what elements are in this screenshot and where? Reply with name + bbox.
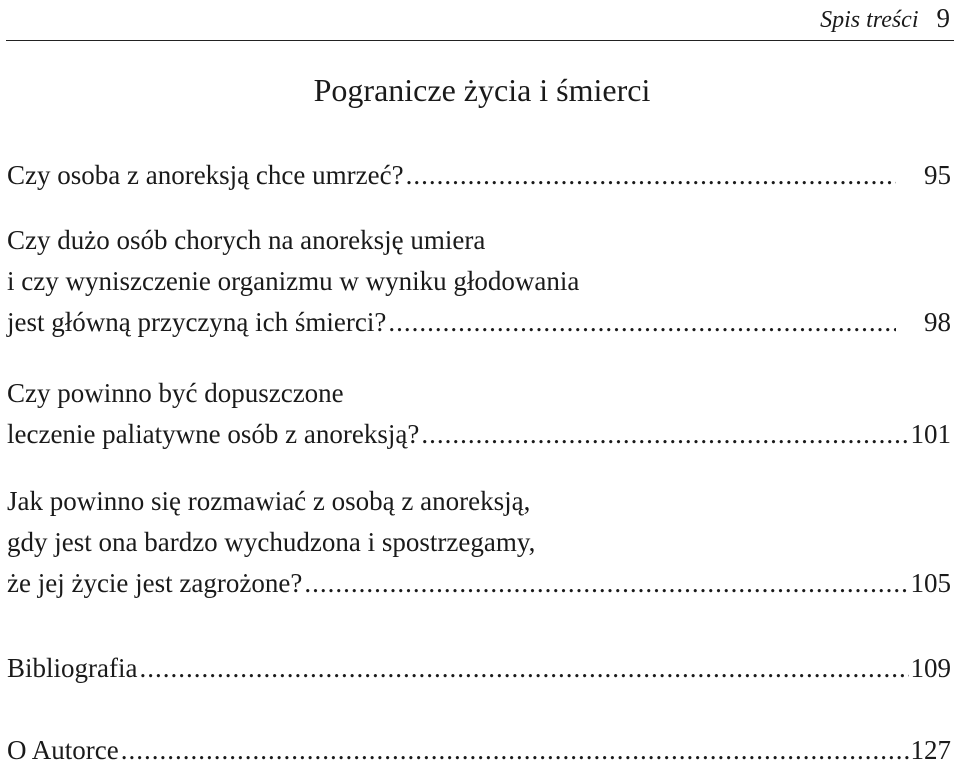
toc-entry-text: jest główną przyczyną ich śmierci? (7, 307, 387, 337)
toc-entry-text: że jej życie jest zagrożone? (7, 568, 303, 598)
dot-leader (406, 155, 896, 196)
toc-entry-last-line (7, 730, 951, 771)
running-title: Spis treści (820, 7, 919, 33)
toc-entry-text: Jak powinno się rozmawiać z osobą z anoreksją, (7, 486, 531, 516)
toc-entry-last-line (7, 155, 951, 196)
running-header (6, 0, 954, 41)
toc-entry-text: i czy wyniszczenie organizmu w wyniku głodowania (7, 266, 580, 296)
toc-entry-text: Bibliografia (7, 653, 138, 683)
toc-page-number: 98 (924, 307, 951, 337)
dot-leader (421, 414, 908, 455)
toc-entry-text: leczenie paliatywne osób z anoreksją? (7, 419, 420, 449)
dot-leader (121, 730, 909, 771)
toc-entry-text: Czy dużo osób chorych na anoreksję umiera (7, 225, 486, 255)
toc-entry-mortality[interactable] (7, 220, 951, 343)
toc-entry-text: O Autorce (7, 735, 119, 765)
toc-page-number: 105 (910, 568, 951, 598)
toc-entry-about-author[interactable] (7, 730, 951, 771)
toc-entry-last-line (7, 563, 951, 604)
toc-entry-text: Czy osoba z anoreksją chce umrzeć? (7, 160, 404, 190)
dot-leader (388, 302, 896, 343)
toc-page-number: 95 (924, 160, 951, 190)
dot-leader (304, 563, 908, 604)
toc-entry-text: gdy jest ona bardzo wychudzona i spostrzegamy, (7, 527, 536, 557)
section-title-text: Pogranicze życia i śmierci (313, 72, 651, 108)
toc-entry-last-line (7, 648, 951, 689)
toc-entry-conversation[interactable] (7, 481, 951, 604)
toc-page-number: 101 (910, 419, 951, 449)
toc-page-number: 109 (910, 653, 951, 683)
toc-page-number: 127 (910, 735, 951, 765)
toc-entry-bibliography[interactable] (7, 648, 951, 689)
header-page-number: 9 (936, 3, 950, 33)
toc-entry-palliative-care[interactable] (7, 373, 951, 455)
toc-entry-last-line (7, 414, 951, 455)
dot-leader (139, 648, 908, 689)
toc-entry-last-line (7, 302, 951, 343)
toc-entry-anorexia-death-wish[interactable] (7, 155, 951, 196)
section-title (0, 70, 960, 110)
toc-entry-text: Czy powinno być dopuszczone (7, 378, 344, 408)
running-header-text (820, 2, 950, 36)
